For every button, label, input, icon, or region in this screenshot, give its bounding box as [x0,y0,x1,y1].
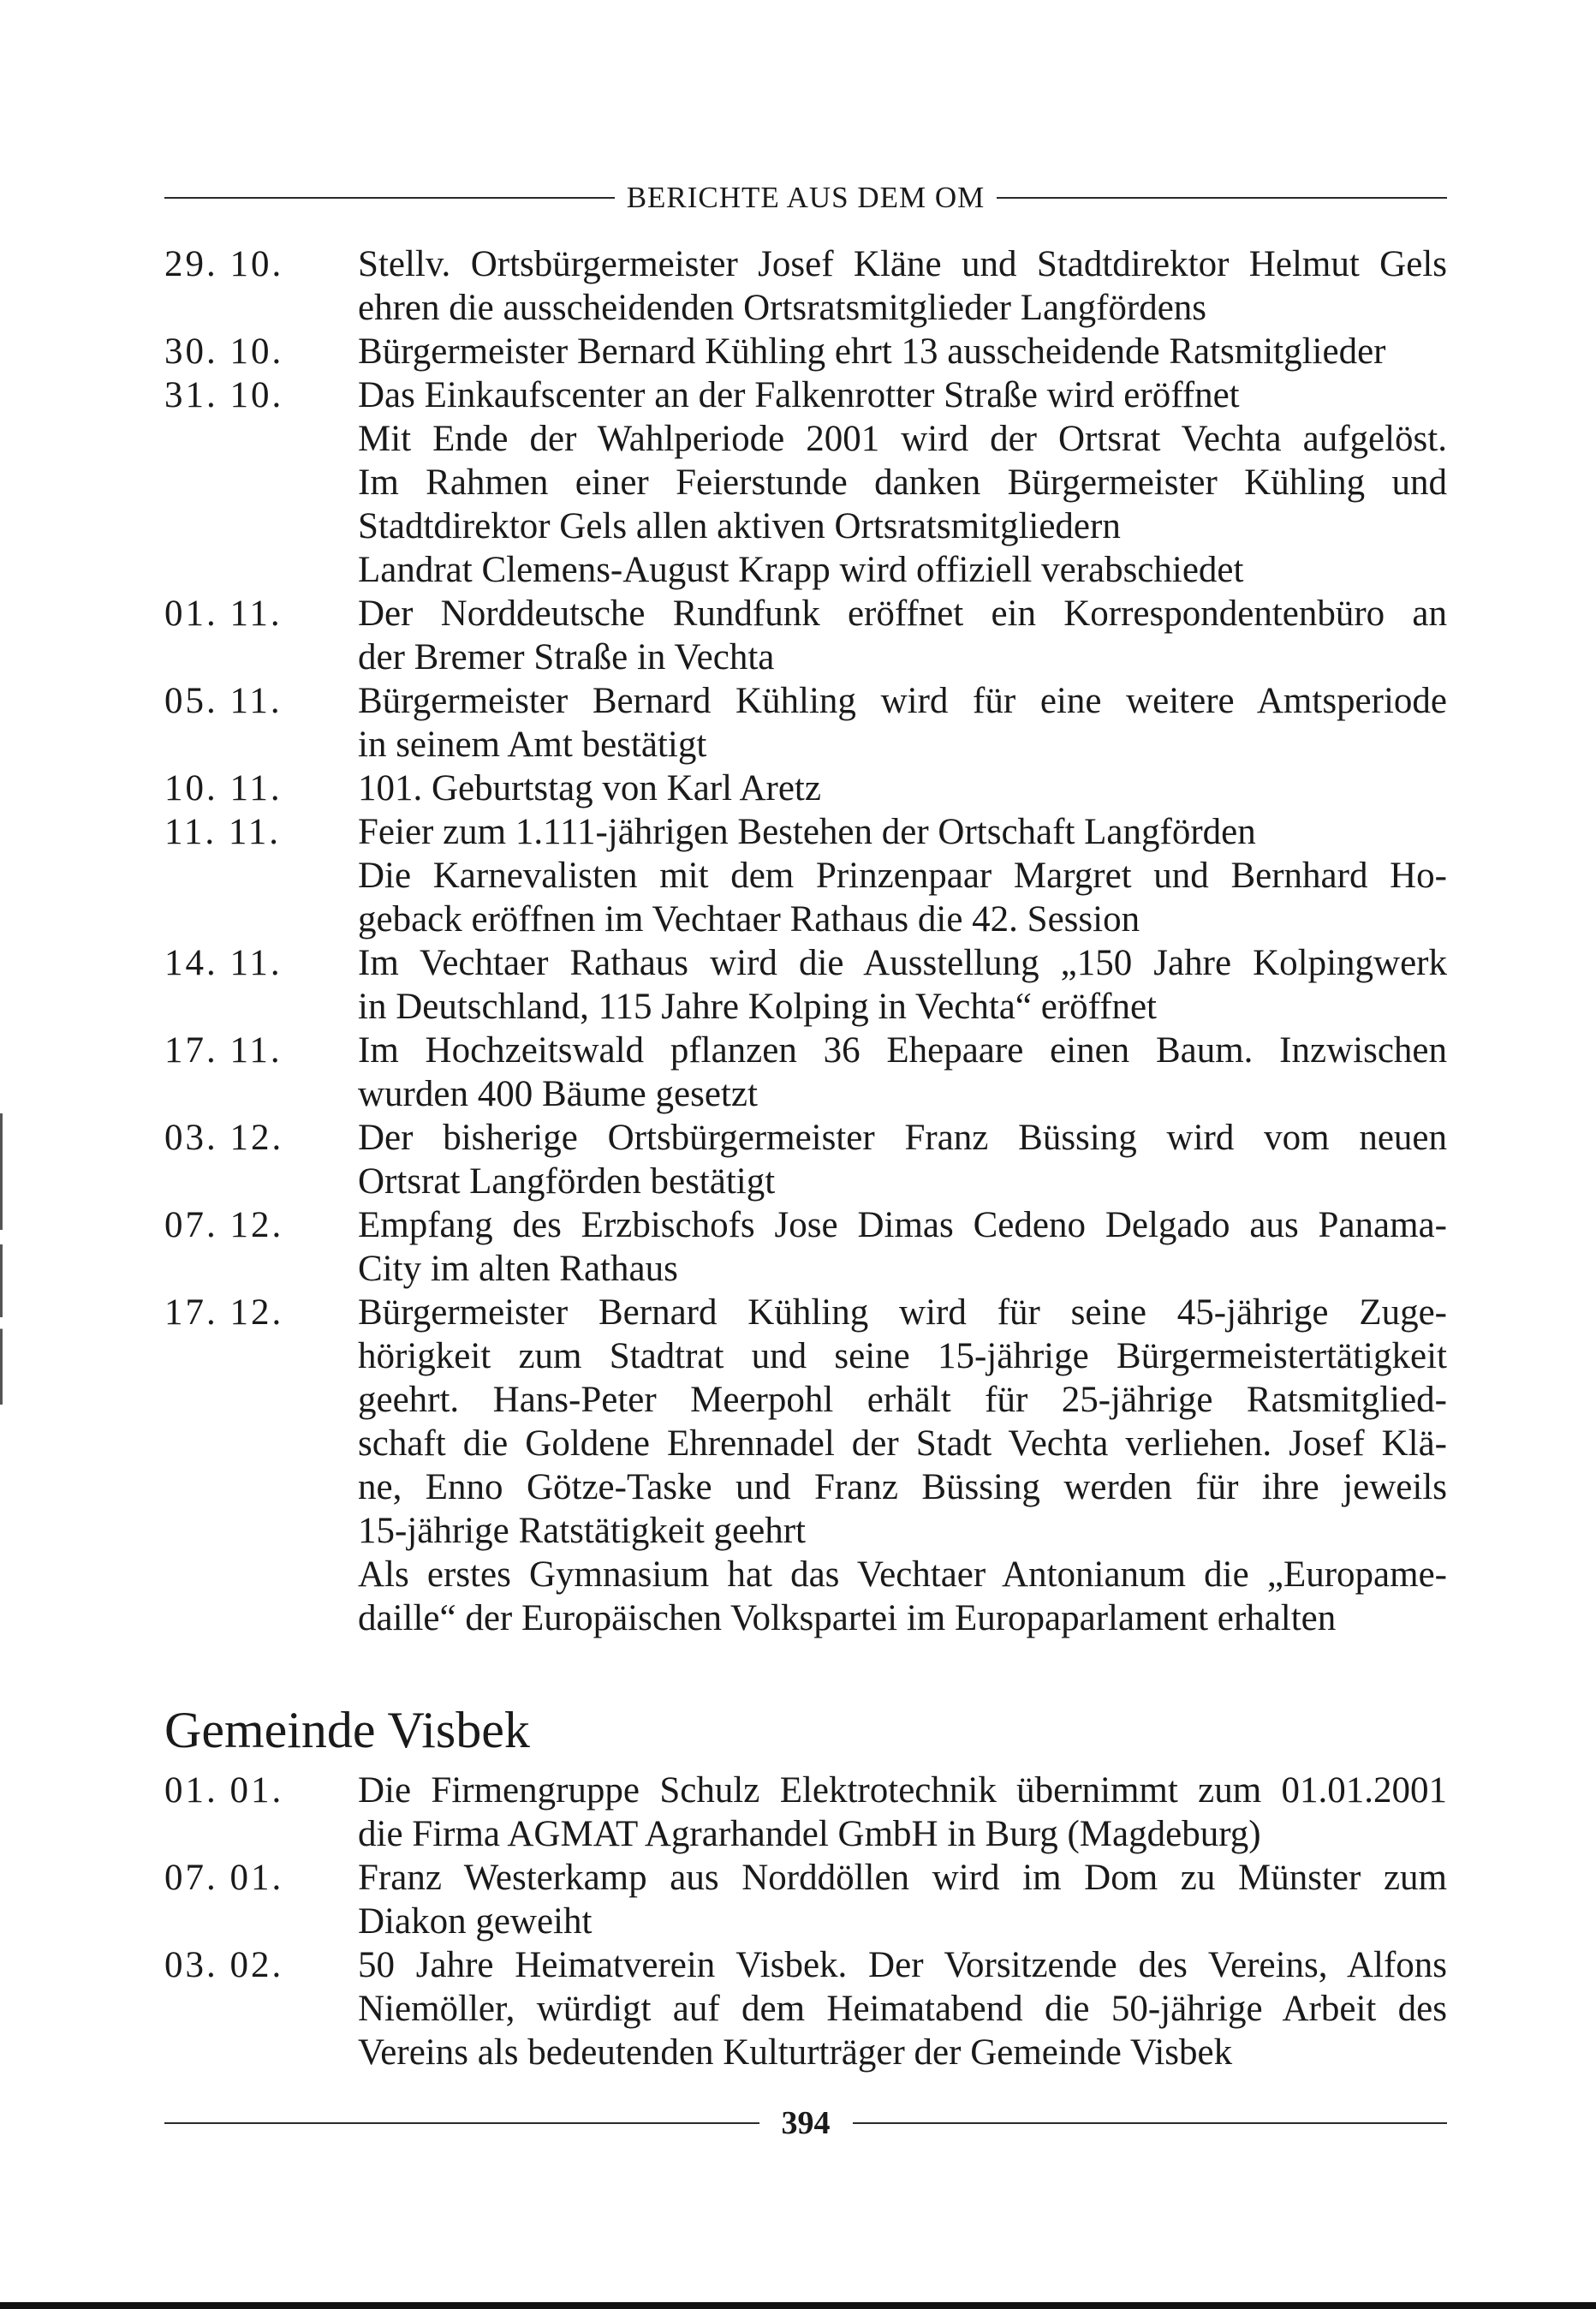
entry-text-line: City im alten Rathaus [358,1249,678,1289]
entry-date: 31. 10. [164,375,284,415]
chronicle-entry [164,330,1447,373]
entry-text-line: in Deutschland, 115 Jahre Kolping in Vechta“ eröffnet [358,987,1158,1027]
entry-date: 17. 11. [164,1030,283,1071]
entry-text-line: 15-jährige Ratstätigkeit geehrt [358,1511,806,1551]
entry-text [358,679,1447,767]
entry-text-line: ehren die ausscheidenden Ortsratsmitglieder Langfördens [358,288,1207,328]
entry-date: 07. 12. [164,1205,284,1245]
entry-text-line: Ortsrat Langförden bestätigt [358,1161,776,1202]
entry-text-line: Empfang des Erzbischofs Jose Dimas Cedeno Delgado aus Panama- [358,1205,1447,1245]
entry-text-line: 101. Geburtstag von Karl Aretz [358,768,821,808]
chronicle-entry [164,1856,1447,1943]
chronicle-entry [164,1116,1447,1203]
entry-text-line: schaft die Goldene Ehrennadel der Stadt Vechta verliehen. Josef Klä- [358,1423,1447,1464]
entry-text-line: ne, Enno Götze-Taske und Franz Büssing werden für ihre jeweils [358,1467,1447,1507]
entry-text-line: Franz Westerkamp aus Norddöllen wird im Dom zu Münster zum [358,1858,1447,1898]
entry-text [358,1203,1447,1291]
chronicle-entry [164,941,1447,1029]
entry-text-line: Bürgermeister Bernard Kühling wird für eine weitere Amtsperiode [358,681,1447,721]
chronicle-entry [164,810,1447,941]
entry-date: 14. 11. [164,943,283,983]
entry-text-line: Bürgermeister Bernard Kühling ehrt 13 ausscheidende Ratsmitglieder [358,331,1386,372]
entry-text-line: Als erstes Gymnasium hat das Vechtaer Antonianum die „Europame- [358,1554,1447,1595]
entry-date: 01. 01. [164,1770,284,1811]
entry-text-line: der Bremer Straße in Vechta [358,637,775,677]
entry-text [358,1856,1447,1943]
entry-text-line: Bürgermeister Bernard Kühling wird für seine 45-jährige Zuge- [358,1292,1447,1333]
chronicle-list-visbek [164,1769,1447,2074]
chronicle-entry [164,242,1447,330]
chronicle-entry [164,767,1447,810]
page-footer [164,2102,1447,2145]
chronicle-entry [164,679,1447,767]
entry-date: 03. 02. [164,1945,284,1985]
entry-text-line: Im Vechtaer Rathaus wird die Ausstellung „150 Jahre Kolpingwerk [358,943,1447,983]
entry-text-line: in seinem Amt bestätigt [358,725,707,765]
entry-text-line: Die Karnevalisten mit dem Prinzenpaar Margret und Bernhard Ho- [358,856,1447,896]
entry-text [358,1943,1447,2074]
page-bottom-edge [0,2302,1596,2309]
chronicle-entry [164,1769,1447,1856]
entry-date: 17. 12. [164,1292,284,1333]
entry-text-line: hörigkeit zum Stadtrat und seine 15-jährige Bürgermeistertätigkeit [358,1336,1447,1376]
entry-date: 05. 11. [164,681,283,721]
entry-text [358,941,1447,1029]
entry-text-line: Das Einkaufscenter an der Falkenrotter Straße wird eröffnet [358,375,1240,415]
chronicle-entry [164,1029,1447,1116]
entry-text [358,330,1447,373]
entry-text [358,767,1447,810]
section-title: Gemeinde Visbek [164,1702,530,1758]
entry-text [358,1116,1447,1203]
entry-text-line: Stadtdirektor Gels allen aktiven Ortsratsmitgliedern [358,506,1121,546]
running-header [164,176,1447,219]
entry-text-line: daille“ der Europäischen Volkspartei im Europaparlament erhalten [358,1598,1337,1638]
footer-rule-left [164,2122,759,2124]
header-rule-right [997,197,1447,199]
entry-text-line: Landrat Clemens-August Krapp wird offiziell verabschiedet [358,550,1244,590]
entry-text-line: Diakon geweiht [358,1901,593,1942]
entry-text-line: Die Firmengruppe Schulz Elektrotechnik übernimmt zum 01.01.2001 [358,1770,1447,1811]
page-content [164,242,1447,2074]
entry-date: 07. 01. [164,1858,284,1898]
entry-text-line: wurden 400 Bäume gesetzt [358,1074,758,1114]
entry-text [358,810,1447,941]
entry-text-line: die Firma AGMAT Agrarhandel GmbH in Burg (Magdeburg) [358,1814,1261,1854]
margin-scan-mark [0,1113,3,1405]
entry-text-line: 50 Jahre Heimatverein Visbek. Der Vorsitzende des Vereins, Alfons [358,1945,1447,1985]
entry-text [358,373,1447,592]
entry-text-line: geback eröffnen im Vechtaer Rathaus die 42. Session [358,899,1140,940]
header-title: BERICHTE AUS DEM OM [626,181,986,214]
chronicle-entry [164,1291,1447,1640]
entry-text-line: Vereins als bedeutenden Kulturträger der Gemeinde Visbek [358,2032,1233,2073]
chronicle-entry [164,1943,1447,2074]
entry-date: 30. 10. [164,331,284,372]
chronicle-entry [164,1203,1447,1291]
entry-text-line: Im Rahmen einer Feierstunde danken Bürgermeister Kühling und [358,462,1447,503]
entry-text-line: Niemöller, würdigt auf dem Heimatabend die 50-jährige Arbeit des [358,1989,1447,2029]
entry-text-line: geehrt. Hans-Peter Meerpohl erhält für 25-jährige Ratsmitglied- [358,1380,1447,1420]
chronicle-entry [164,592,1447,679]
entry-text [358,1291,1447,1640]
entry-date: 01. 11. [164,594,283,634]
entry-date: 03. 12. [164,1118,284,1158]
header-rule-left [164,197,615,199]
page-number: 394 [781,2105,831,2141]
entry-text [358,1029,1447,1116]
entry-text-line: Der Norddeutsche Rundfunk eröffnet ein Korrespondentenbüro an [358,594,1447,634]
entry-date: 11. 11. [164,812,282,852]
entry-text-line: Stellv. Ortsbürgermeister Josef Kläne und Stadtdirektor Helmut Gels [358,244,1447,284]
chronicle-entry [164,373,1447,592]
chronicle-list-vechta [164,242,1447,1640]
entry-text [358,1769,1447,1856]
entry-text-line: Feier zum 1.111-jährigen Bestehen der Ortschaft Langförden [358,812,1256,852]
entry-text-line: Im Hochzeitswald pflanzen 36 Ehepaare einen Baum. Inzwischen [358,1030,1447,1071]
entry-date: 10. 11. [164,768,283,808]
footer-rule-right [853,2122,1448,2124]
entry-text [358,592,1447,679]
entry-text-line: Mit Ende der Wahlperiode 2001 wird der Ortsrat Vechta aufgelöst. [358,419,1447,459]
entry-text-line: Der bisherige Ortsbürgermeister Franz Büssing wird vom neuen [358,1118,1447,1158]
entry-date: 29. 10. [164,244,284,284]
entry-text [358,242,1447,330]
